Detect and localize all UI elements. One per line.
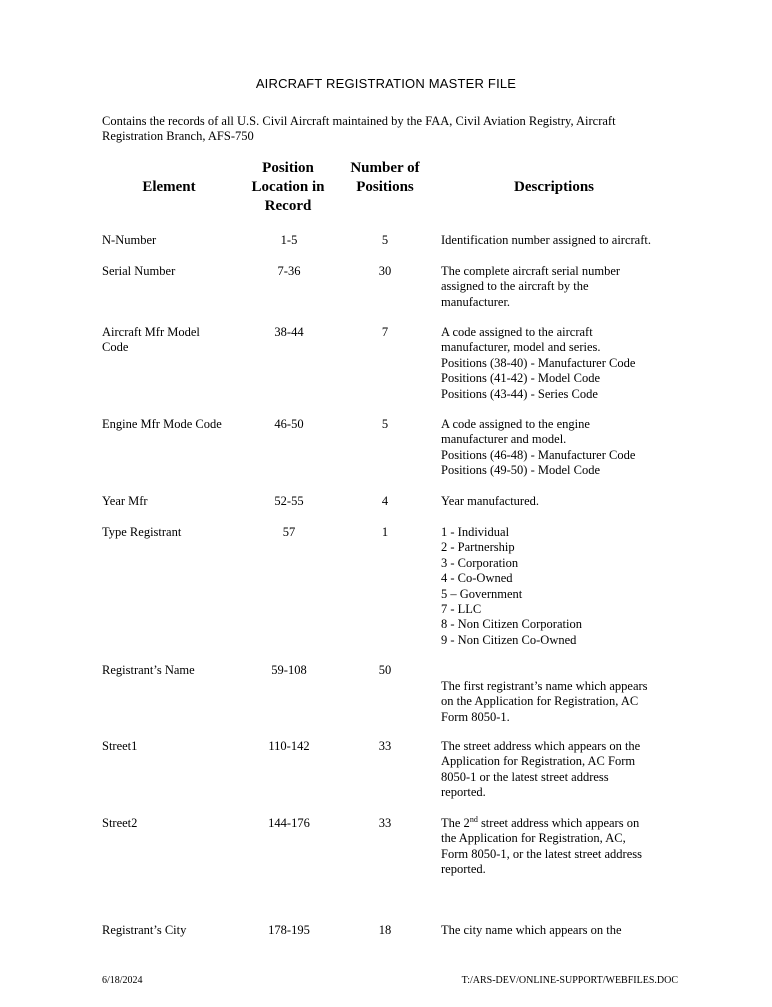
description: The street address which appears on the Application for Registration, AC Form 8050-1 or the latest street address reported. [441, 739, 641, 800]
footer-date: 6/18/2024 [102, 975, 143, 986]
element-name: N-Number [102, 233, 157, 247]
element-name: Aircraft Mfr Model Code [102, 325, 200, 355]
description: The 2nd street address which appears on the Application for Registration, AC, Form 8050-1, or the latest street address reported. [441, 814, 642, 877]
number-of-positions: 5 [381, 233, 389, 247]
position-location: 52-55 [274, 494, 304, 508]
description: Identification number assigned to aircraft. [441, 233, 651, 247]
footer-file-path: T:/ARS-DEV/ONLINE-SUPPORT/WEBFILES.DOC [461, 975, 678, 986]
number-of-positions: 4 [381, 494, 389, 508]
position-location: 1-5 [280, 233, 298, 247]
number-of-positions: 30 [378, 264, 392, 278]
header-descriptions: Descriptions [514, 179, 594, 195]
position-location: 144-176 [268, 816, 310, 830]
number-of-positions: 18 [378, 923, 392, 937]
element-name: Year Mfr [102, 494, 148, 508]
number-of-positions: 33 [378, 816, 392, 830]
number-of-positions: 7 [381, 325, 389, 339]
element-name: Registrant’s City [102, 923, 187, 937]
position-location: 59-108 [271, 663, 307, 677]
number-of-positions: 33 [378, 739, 392, 753]
description: A code assigned to the engine manufacturer and model. Positions (46-48) - Manufacturer Code Positions (49-50) - Model Code [441, 417, 636, 478]
element-name: Engine Mfr Mode Code [102, 417, 222, 431]
position-location: 178-195 [268, 923, 310, 937]
header-position-location: Position Location in Record [251, 160, 325, 214]
element-name: Registrant’s Name [102, 663, 195, 677]
description: 1 - Individual 2 - Partnership 3 - Corporation 4 - Co-Owned 5 – Government 7 - LLC 8 - Non Citizen Corporation 9 - Non Citizen Co-Owned [441, 525, 582, 647]
description: Year manufactured. [441, 494, 539, 508]
description: The city name which appears on the [441, 923, 622, 937]
number-of-positions: 1 [381, 525, 389, 539]
position-location: 57 [282, 525, 296, 539]
page-title: AIRCRAFT REGISTRATION MASTER FILE [255, 76, 517, 91]
header-element: Element [142, 179, 196, 195]
description: The first registrant’s name which appears on the Application for Registration, AC Form 8050-1. [441, 679, 648, 724]
position-location: 7-36 [277, 264, 301, 278]
element-name: Type Registrant [102, 525, 182, 539]
element-name: Serial Number [102, 264, 176, 278]
element-name: Street2 [102, 816, 138, 830]
description: The complete aircraft serial number assigned to the aircraft by the manufacturer. [441, 264, 621, 309]
position-location: 46-50 [274, 417, 304, 431]
position-location: 110-142 [268, 739, 310, 753]
intro-paragraph: Contains the records of all U.S. Civil Aircraft maintained by the FAA, Civil Aviation Registry, Aircraft Registration Branch, AFS-750 [102, 114, 616, 143]
number-of-positions: 5 [381, 417, 389, 431]
element-name: Street1 [102, 739, 138, 753]
number-of-positions: 50 [378, 663, 392, 677]
header-number-of-positions: Number of Positions [350, 160, 420, 195]
position-location: 38-44 [274, 325, 304, 339]
description: A code assigned to the aircraft manufacturer, model and series. Positions (38-40) - Manufacturer Code Positions (41-42) - Model Code Positions (43-44) - Series Code [441, 325, 636, 401]
